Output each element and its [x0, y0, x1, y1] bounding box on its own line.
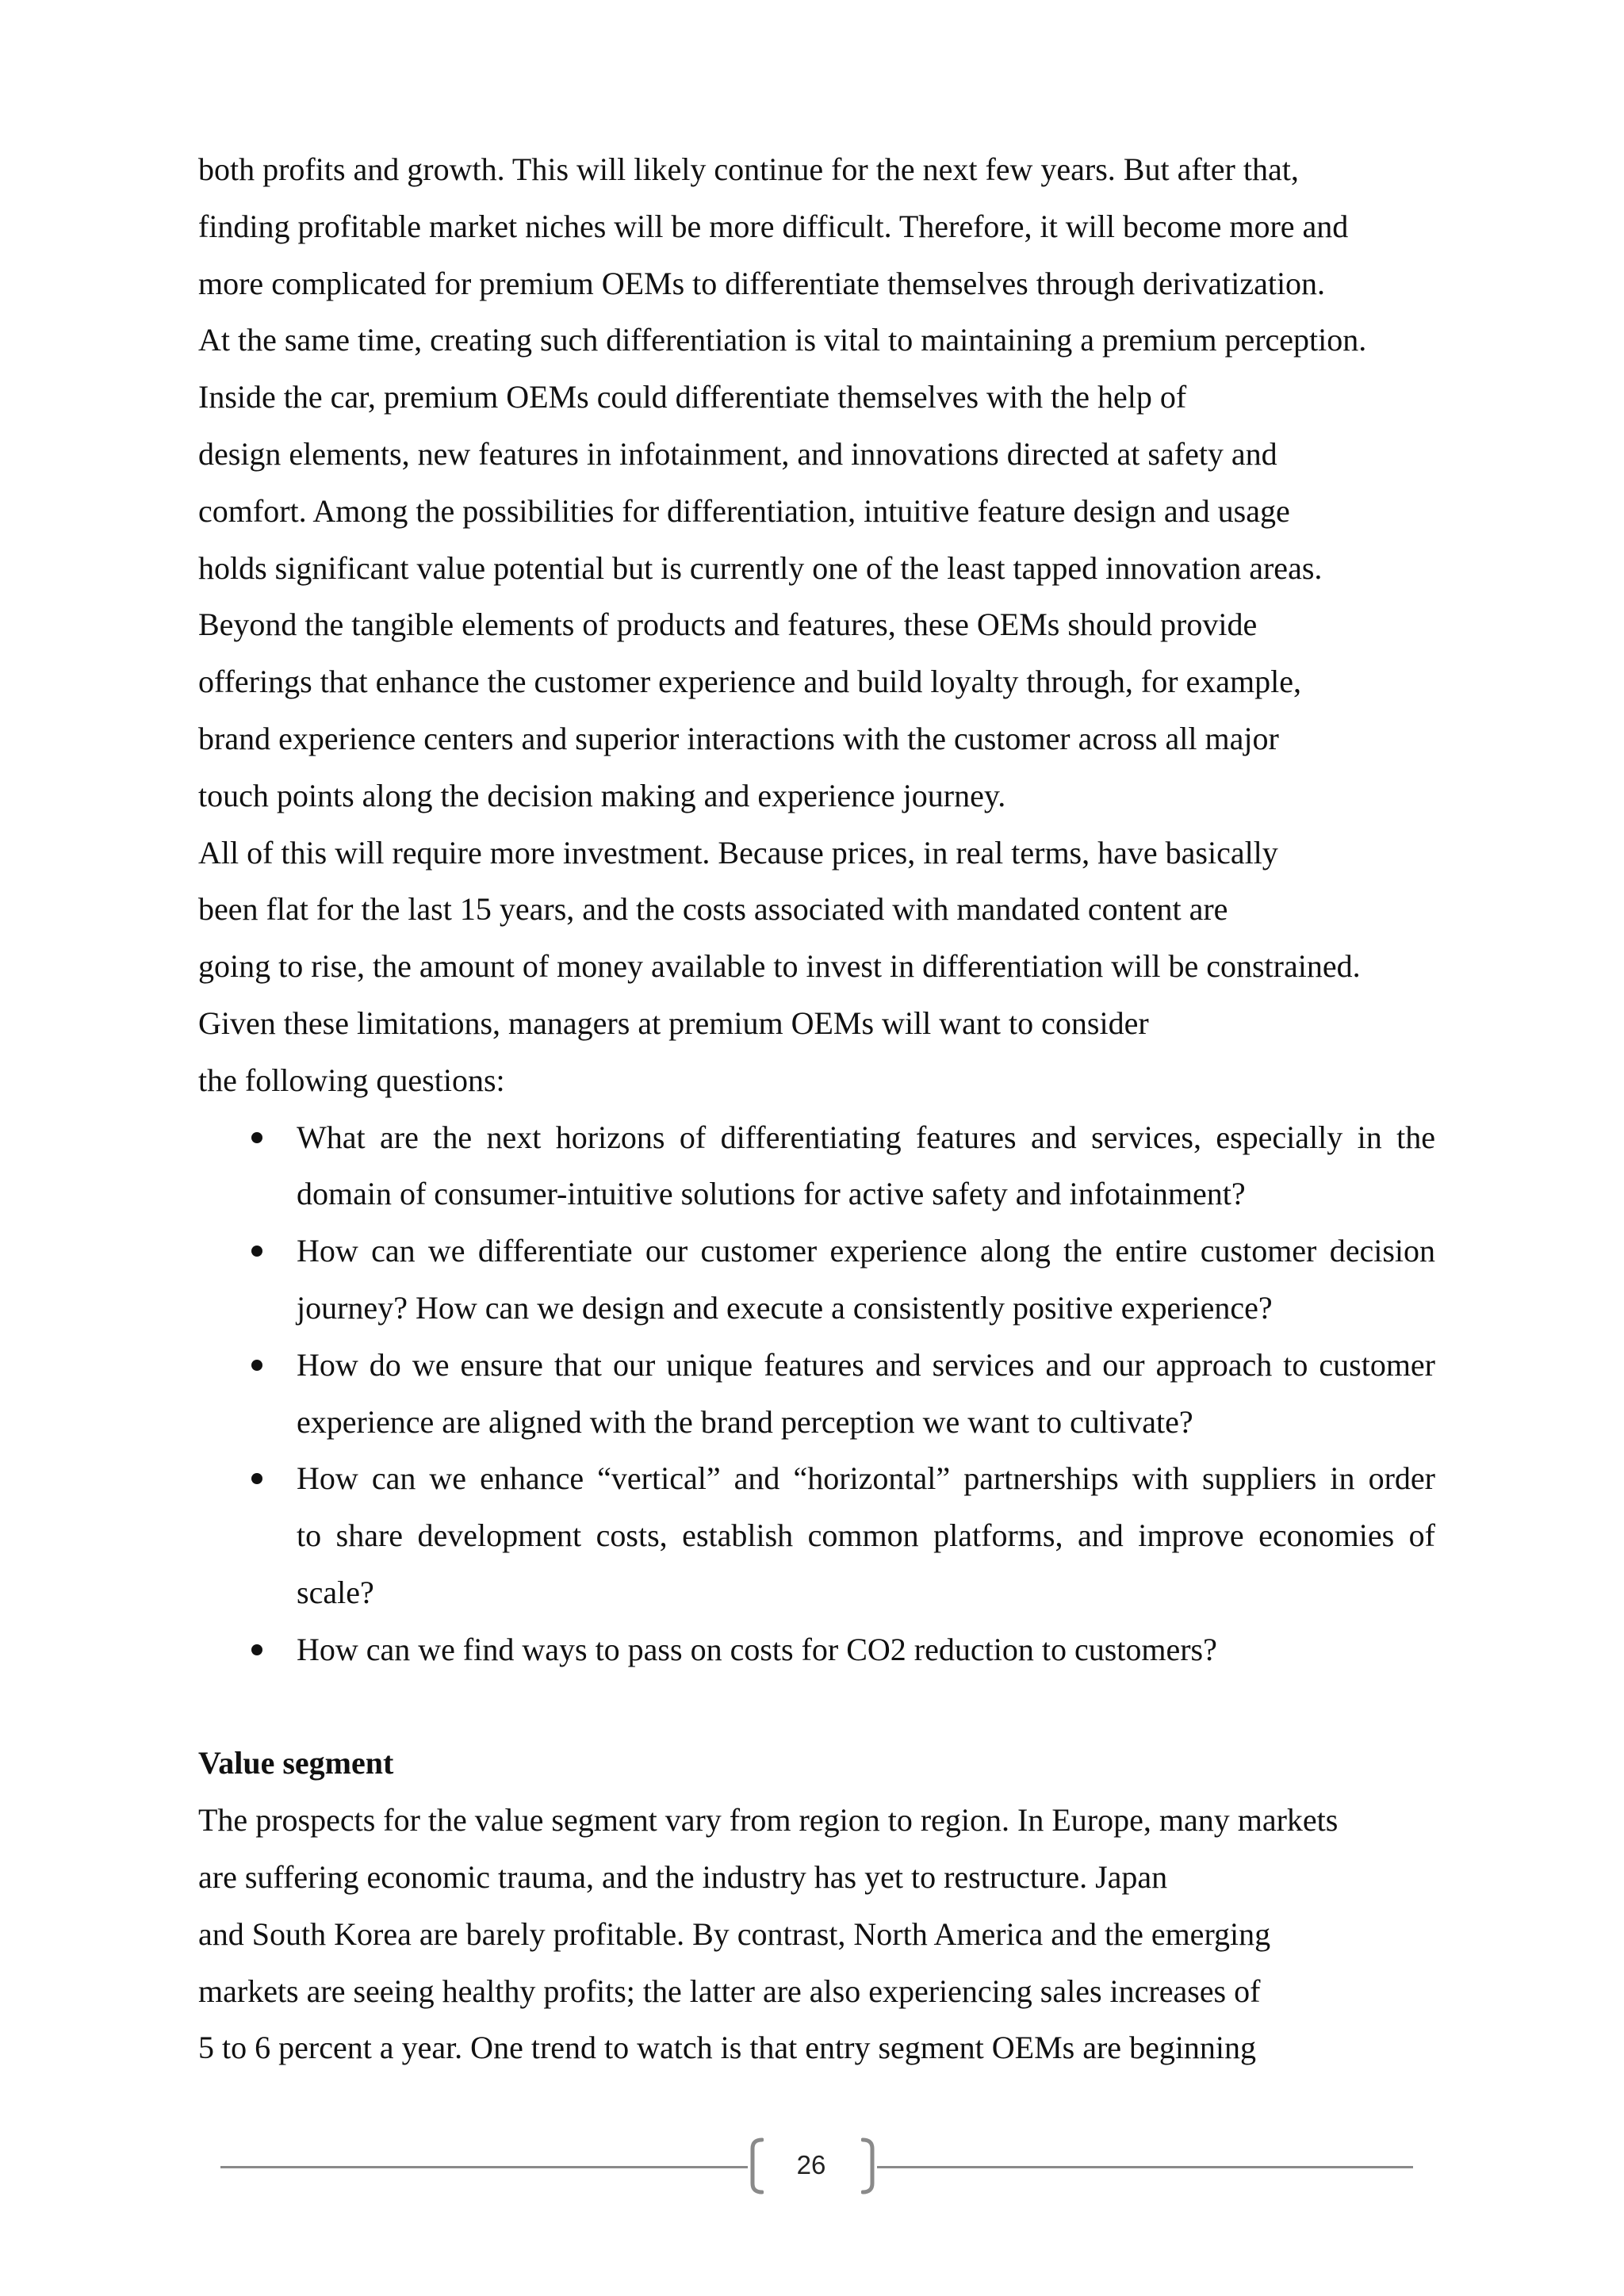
page-number: 26: [796, 2150, 826, 2179]
list-item-text: experience are aligned with the brand perception we want to cultivate?: [297, 1403, 1193, 1440]
text-line: more complicated for premium OEMs to differentiate themselves through derivatization.: [198, 265, 1326, 301]
section-spacer: [198, 1678, 1435, 1735]
text-line: comfort. Among the possibilities for differentiation, intuitive feature design and usage: [198, 492, 1290, 529]
list-item: [198, 1450, 1435, 1621]
list-item-text: How do we ensure that our unique features and services and our approach to customer: [297, 1346, 1435, 1383]
text-line: finding profitable market niches will be more difficult. Therefore, it will become more and: [198, 208, 1349, 244]
list-item-text: What are the next horizons of differentiating features and services, especially in the: [297, 1119, 1435, 1155]
list-item-text: to share development costs, establish common platforms, and improve economies of: [297, 1517, 1435, 1554]
bullet-icon: [251, 1473, 262, 1484]
list-item: [198, 1223, 1435, 1337]
questions-list: [198, 1109, 1435, 1678]
text-line: holds significant value potential but is currently one of the least tapped innovation areas.: [198, 549, 1323, 586]
text-line: going to rise, the amount of money available to invest in differentiation will be constrained.: [198, 948, 1361, 985]
text-line: offerings that enhance the customer experience and build loyalty through, for example,: [198, 664, 1301, 700]
bullet-icon: [251, 1644, 262, 1655]
bullet-icon: [251, 1246, 262, 1257]
bullet-icon: [251, 1132, 262, 1143]
page-footer: [220, 2134, 1413, 2198]
section-heading: Value segment: [198, 1745, 394, 1781]
text-line: touch points along the decision making and experience journey.: [198, 777, 1006, 813]
page-content: [198, 141, 1435, 2076]
right-bracket-icon: [861, 2137, 877, 2195]
list-item: [198, 1109, 1435, 1223]
list-item-text: journey? How can we design and execute a consistently positive experience?: [297, 1289, 1273, 1326]
text-line: the following questions:: [198, 1062, 505, 1098]
list-item: [198, 1621, 1435, 1678]
list-item-text: domain of consumer-intuitive solutions for active safety and infotainment?: [297, 1176, 1246, 1212]
text-line: At the same time, creating such differentiation is vital to maintaining a premium perception.: [198, 322, 1367, 358]
paragraph-investment-constraints: [198, 825, 1435, 1109]
text-line: both profits and growth. This will likely continue for the next few years. But after that,: [198, 151, 1299, 187]
paragraph-premium-differentiation: [198, 141, 1435, 825]
list-item-text: How can we differentiate our customer experience along the entire customer decision: [297, 1233, 1435, 1269]
list-item: [198, 1337, 1435, 1451]
text-line: Inside the car, premium OEMs could differentiate themselves with the help of: [198, 379, 1187, 415]
text-line: are suffering economic trauma, and the industry has yet to restructure. Japan: [198, 1858, 1168, 1895]
text-line: been flat for the last 15 years, and the costs associated with mandated content are: [198, 891, 1228, 928]
footer-rule-right: [877, 2166, 1413, 2168]
text-line: markets are seeing healthy profits; the latter are also experiencing sales increases of: [198, 1973, 1261, 2009]
text-line: brand experience centers and superior interactions with the customer across all major: [198, 720, 1279, 756]
text-line: design elements, new features in infotainment, and innovations directed at safety and: [198, 435, 1277, 472]
list-item-text: scale?: [297, 1574, 374, 1610]
left-bracket-icon: [748, 2137, 764, 2195]
text-line: and South Korea are barely profitable. By contrast, North America and the emerging: [198, 1915, 1271, 1952]
list-item-text: How can we find ways to pass on costs for CO2 reduction to customers?: [297, 1631, 1217, 1667]
footer-rule-left: [220, 2166, 748, 2168]
text-line: Given these limitations, managers at premium OEMs will want to consider: [198, 1004, 1149, 1041]
text-line: All of this will require more investment. Because prices, in real terms, have basically: [198, 834, 1278, 871]
text-line: 5 to 6 percent a year. One trend to watch is that entry segment OEMs are beginning: [198, 2030, 1257, 2066]
text-line: Beyond the tangible elements of products and features, these OEMs should provide: [198, 607, 1258, 643]
section-value-segment: [198, 1735, 1435, 2076]
text-line: The prospects for the value segment vary from region to region. In Europe, many markets: [198, 1802, 1339, 1839]
bullet-icon: [251, 1360, 262, 1371]
list-item-text: How can we enhance “vertical” and “horizontal” partnerships with suppliers in order: [297, 1460, 1435, 1497]
